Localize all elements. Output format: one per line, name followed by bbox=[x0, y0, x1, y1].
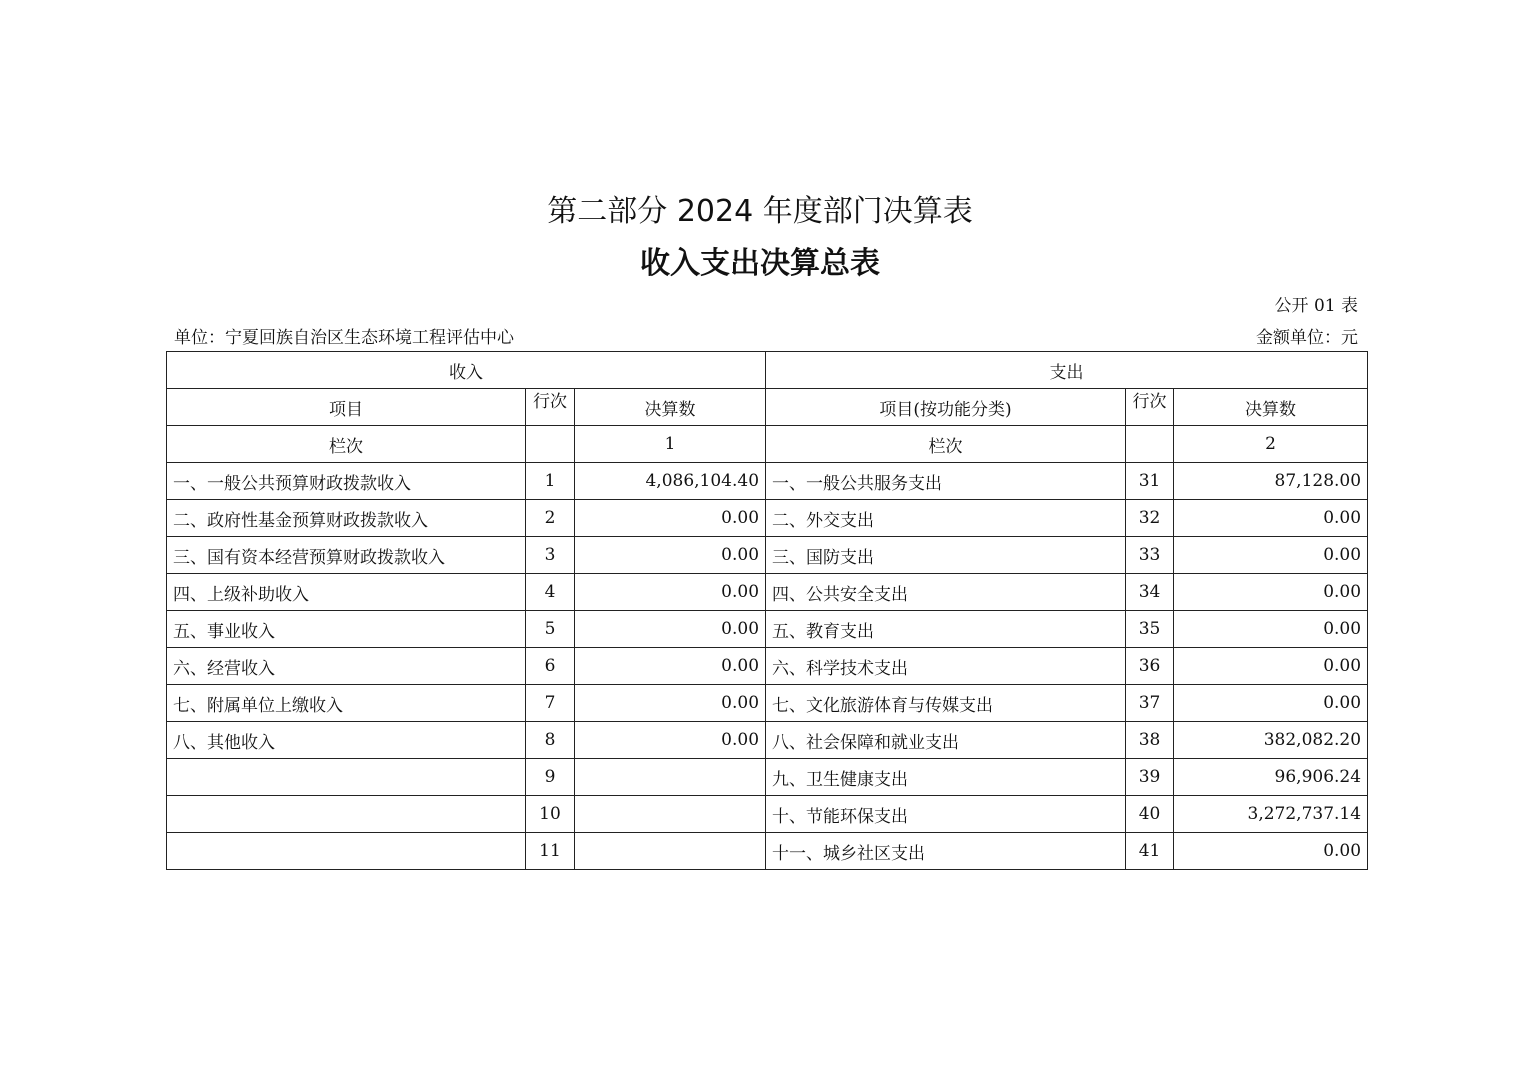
income-item-cell bbox=[167, 833, 526, 870]
table-row bbox=[167, 611, 1368, 648]
expense-item-cell: 八、社会保障和就业支出 bbox=[766, 722, 1126, 759]
form-number: 公开 01 表 bbox=[1274, 296, 1358, 316]
income-amount-cell: 0.00 bbox=[575, 500, 766, 537]
amount-unit-label: 金额单位：元 bbox=[1256, 328, 1358, 348]
income-seq-header: 行次 bbox=[526, 389, 575, 426]
income-item-cell: 四、上级补助收入 bbox=[167, 574, 526, 611]
income-item-cell: 六、经营收入 bbox=[167, 648, 526, 685]
column-number-left: 1 bbox=[575, 426, 766, 463]
income-seq-cell: 9 bbox=[526, 759, 575, 796]
income-amount-cell: 0.00 bbox=[575, 537, 766, 574]
expense-seq-cell: 36 bbox=[1126, 648, 1174, 685]
expense-seq-cell: 41 bbox=[1126, 833, 1174, 870]
expense-amount-cell: 3,272,737.14 bbox=[1174, 796, 1368, 833]
income-item-cell: 五、事业收入 bbox=[167, 611, 526, 648]
income-item-cell: 七、附属单位上缴收入 bbox=[167, 685, 526, 722]
expense-amount-cell: 0.00 bbox=[1174, 537, 1368, 574]
unit-label: 单位：宁夏回族自治区生态环境工程评估中心 bbox=[174, 328, 514, 348]
table-row bbox=[167, 759, 1368, 796]
column-number-right: 2 bbox=[1174, 426, 1368, 463]
table-row bbox=[167, 463, 1368, 500]
income-amount-cell: 4,086,104.40 bbox=[575, 463, 766, 500]
income-item-cell bbox=[167, 796, 526, 833]
expense-seq-header: 行次 bbox=[1126, 389, 1174, 426]
income-seq-cell: 1 bbox=[526, 463, 575, 500]
expense-amount-cell: 87,128.00 bbox=[1174, 463, 1368, 500]
column-label-left: 栏次 bbox=[167, 426, 526, 463]
expense-amount-cell: 0.00 bbox=[1174, 500, 1368, 537]
expense-amount-cell: 0.00 bbox=[1174, 574, 1368, 611]
table-row bbox=[167, 537, 1368, 574]
expense-amount-header: 决算数 bbox=[1174, 389, 1368, 426]
document-title: 第二部分 2024 年度部门决算表 bbox=[547, 194, 973, 229]
income-seq-cell: 11 bbox=[526, 833, 575, 870]
income-amount-cell bbox=[575, 796, 766, 833]
table-title: 收入支出决算总表 bbox=[640, 246, 880, 281]
income-amount-cell: 0.00 bbox=[575, 611, 766, 648]
income-seq-cell: 7 bbox=[526, 685, 575, 722]
table-row bbox=[167, 722, 1368, 759]
expense-seq-cell: 35 bbox=[1126, 611, 1174, 648]
income-seq-cell: 10 bbox=[526, 796, 575, 833]
income-seq-cell: 4 bbox=[526, 574, 575, 611]
expense-seq-cell: 37 bbox=[1126, 685, 1174, 722]
expense-amount-cell: 0.00 bbox=[1174, 648, 1368, 685]
income-section-header: 收入 bbox=[167, 352, 766, 389]
income-item-cell: 三、国有资本经营预算财政拨款收入 bbox=[167, 537, 526, 574]
expense-item-header: 项目(按功能分类) bbox=[766, 389, 1126, 426]
expense-amount-cell: 382,082.20 bbox=[1174, 722, 1368, 759]
income-amount-cell bbox=[575, 833, 766, 870]
income-amount-cell bbox=[575, 759, 766, 796]
expense-seq-cell: 33 bbox=[1126, 537, 1174, 574]
empty-cell bbox=[526, 426, 575, 463]
income-seq-cell: 8 bbox=[526, 722, 575, 759]
income-item-cell: 八、其他收入 bbox=[167, 722, 526, 759]
income-amount-cell: 0.00 bbox=[575, 574, 766, 611]
income-item-header: 项目 bbox=[167, 389, 526, 426]
expense-item-cell: 一、一般公共服务支出 bbox=[766, 463, 1126, 500]
income-amount-cell: 0.00 bbox=[575, 722, 766, 759]
table-row bbox=[167, 648, 1368, 685]
table-row bbox=[167, 500, 1368, 537]
income-item-cell: 二、政府性基金预算财政拨款收入 bbox=[167, 500, 526, 537]
expense-seq-cell: 31 bbox=[1126, 463, 1174, 500]
expense-amount-cell: 0.00 bbox=[1174, 833, 1368, 870]
table-row bbox=[167, 796, 1368, 833]
expense-item-cell: 七、文化旅游体育与传媒支出 bbox=[766, 685, 1126, 722]
expense-item-cell: 十、节能环保支出 bbox=[766, 796, 1126, 833]
income-seq-cell: 3 bbox=[526, 537, 575, 574]
expense-seq-cell: 38 bbox=[1126, 722, 1174, 759]
expense-seq-cell: 32 bbox=[1126, 500, 1174, 537]
column-label-right: 栏次 bbox=[766, 426, 1126, 463]
income-seq-cell: 5 bbox=[526, 611, 575, 648]
income-amount-cell: 0.00 bbox=[575, 685, 766, 722]
header-row-column-numbers bbox=[167, 426, 1368, 463]
income-amount-cell: 0.00 bbox=[575, 648, 766, 685]
income-seq-cell: 6 bbox=[526, 648, 575, 685]
header-row-sections bbox=[167, 352, 1368, 389]
empty-cell bbox=[1126, 426, 1174, 463]
table-row bbox=[167, 574, 1368, 611]
income-seq-cell: 2 bbox=[526, 500, 575, 537]
expense-seq-cell: 34 bbox=[1126, 574, 1174, 611]
income-amount-header: 决算数 bbox=[575, 389, 766, 426]
income-item-cell bbox=[167, 759, 526, 796]
expense-item-cell: 九、卫生健康支出 bbox=[766, 759, 1126, 796]
expense-amount-cell: 96,906.24 bbox=[1174, 759, 1368, 796]
expense-amount-cell: 0.00 bbox=[1174, 611, 1368, 648]
table-row bbox=[167, 685, 1368, 722]
expense-item-cell: 五、教育支出 bbox=[766, 611, 1126, 648]
expense-seq-cell: 40 bbox=[1126, 796, 1174, 833]
expense-item-cell: 十一、城乡社区支出 bbox=[766, 833, 1126, 870]
expense-item-cell: 二、外交支出 bbox=[766, 500, 1126, 537]
header-row-columns bbox=[167, 389, 1368, 426]
expense-item-cell: 六、科学技术支出 bbox=[766, 648, 1126, 685]
expense-amount-cell: 0.00 bbox=[1174, 685, 1368, 722]
expense-seq-cell: 39 bbox=[1126, 759, 1174, 796]
expense-section-header: 支出 bbox=[766, 352, 1368, 389]
income-item-cell: 一、一般公共预算财政拨款收入 bbox=[167, 463, 526, 500]
expense-item-cell: 四、公共安全支出 bbox=[766, 574, 1126, 611]
table-row bbox=[167, 833, 1368, 870]
expense-item-cell: 三、国防支出 bbox=[766, 537, 1126, 574]
income-expense-table bbox=[166, 351, 1368, 870]
